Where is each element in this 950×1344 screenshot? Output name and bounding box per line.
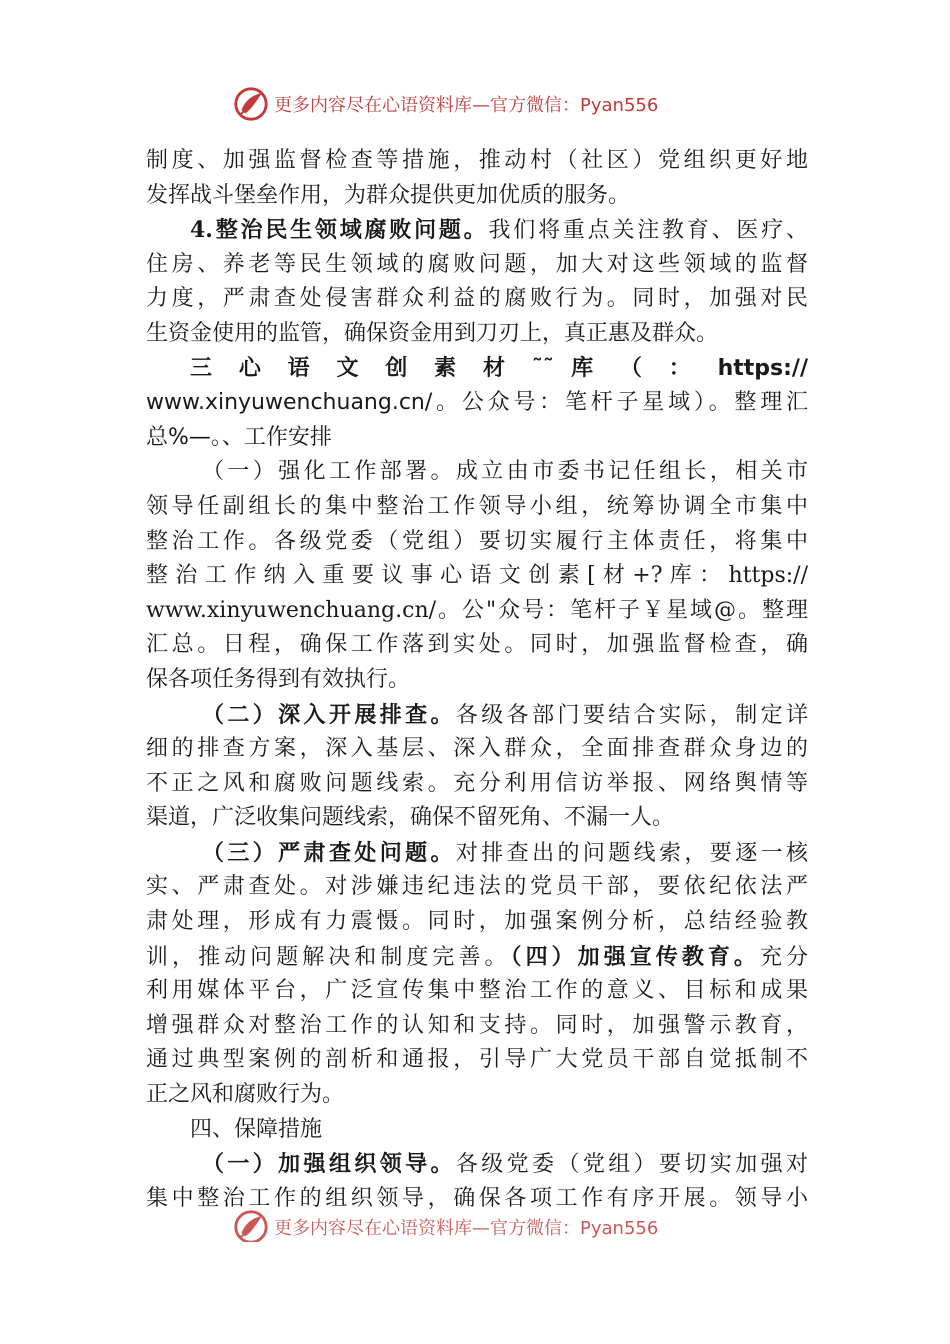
text-line (146, 870, 808, 905)
text-line (146, 386, 808, 421)
text-line (146, 144, 808, 179)
body-text: 领导任副组长的集中整治工作领导小组，统筹协调全市集中 (146, 493, 808, 519)
body-text: 各级各部门要结合实际，制定详 (455, 702, 808, 728)
body-text: 利用媒体平台，广泛宣传集中整治工作的意义、目标和成果 (146, 978, 808, 1004)
body-text: 渠道，广泛收集问题线索，确保不留死角、不漏一人。 (146, 805, 675, 831)
body-text: 整 治 工 作 纳 入 重 要 议 事 心 语 文 创 素 [ 材 +? 库 ： https:// (146, 563, 808, 589)
body-text: 细的排查方案，深入基层、深入群众，全面排查群众身边的 (146, 736, 808, 762)
text-line (146, 1113, 808, 1148)
text-line (146, 317, 808, 352)
body-text: 通过典型案例的剖析和通报，引导广大党员干部自觉抵制不 (146, 1047, 808, 1073)
text-line (146, 767, 808, 802)
text-line (146, 1078, 808, 1113)
text-line (146, 559, 808, 594)
body-text: 住房、养老等民生领域的腐败问题，加大对这些领域的监督 (146, 251, 808, 277)
logo-icon (232, 85, 270, 123)
bold-heading-text: （四）加强宣传教育。 (510, 943, 760, 970)
body-text: 力度，严肃查处侵害群众利益的腐败行为。同时，加强对民 (146, 286, 808, 312)
body-text: 总%—。、工作安排 (146, 424, 332, 450)
logo-icon (232, 1208, 270, 1242)
text-line (146, 455, 808, 490)
body-text: 汇总。日程，确保工作落到实处。同时，加强监督检查，确 (146, 632, 808, 658)
text-line (146, 732, 808, 767)
body-text: 制度、加强监督检查等措施，推动村（社区）党组织更好地 (146, 148, 808, 173)
body-text: 四、保障措施 (190, 1116, 323, 1142)
text-line (146, 698, 808, 733)
body-text: 训，推动问题解决和制度完善。 (146, 944, 511, 970)
body-text: 不正之风和腐败问题线索。充分利用信访举报、网络舆情等 (146, 770, 808, 796)
text-line (146, 940, 808, 975)
body-text: www.xinyuwenchuang.cn/。公众号：笔杆子星域）。整理汇 (146, 390, 808, 416)
text-line (146, 248, 808, 283)
body-text: 实、严肃查处。对涉嫌违纪违法的党员干部，要依纪依法严 (146, 874, 808, 900)
bold-heading-text: 三 心 语 文 创 素 材 ˜˜ 库 （ ： https:// (190, 355, 808, 381)
body-text: 对排查出的问题线索，要逐一核 (455, 840, 808, 866)
watermark-header (232, 84, 658, 124)
text-line (146, 663, 808, 698)
body-text: 整治工作。各级党委（党组）要切实履行主体责任，将集中 (146, 528, 808, 554)
bold-heading-text: （三）严肃查处问题。 (202, 839, 456, 866)
text-line (146, 1147, 808, 1182)
body-text: 增强群众对整治工作的认知和支持。同时，加强警示教育， (146, 1012, 808, 1038)
text-line (146, 1009, 808, 1044)
text-line (146, 801, 808, 836)
bold-heading-text: （一）加强组织领导。 (202, 1151, 456, 1178)
text-line (146, 213, 808, 248)
text-line (146, 594, 808, 629)
body-text: 各级党委（党组）要切实加强对 (455, 1152, 808, 1178)
watermark-footer (0, 1202, 950, 1242)
text-line (146, 1043, 808, 1078)
text-line (146, 628, 808, 663)
text-line (146, 352, 808, 387)
body-text: 充分 (759, 944, 808, 970)
text-line (146, 905, 808, 940)
watermark-footer-text: 更多内容尽在心语资料库—官方微信：Pyan556 (274, 1218, 659, 1239)
body-text: 肃处理，形成有力震慑。同时，加强案例分析，总结经验教 (146, 909, 808, 935)
body-text: （一）强化工作部署。成立由市委书记任组长，相关市 (202, 459, 808, 485)
body-text: 集中整治工作的组织领导，确保各项工作有序开展。领导小 (146, 1185, 808, 1211)
text-line (146, 525, 808, 560)
body-text: 正之风和腐败行为。 (146, 1082, 345, 1108)
text-line (146, 490, 808, 525)
text-line (146, 974, 808, 1009)
watermark-text: 更多内容尽在心语资料库—官方微信：Pyan556 (274, 95, 659, 116)
body-text: 保各项任务得到有效执行。 (146, 666, 411, 692)
document-body (146, 144, 808, 1216)
body-text: 生资金使用的监管，确保资金用到刀刃上，真正惠及群众。 (146, 320, 719, 346)
body-text: 我们将重点关注教育、医疗、 (488, 218, 808, 244)
text-line (146, 282, 808, 317)
body-text: www.xinyuwenchuang.cn/。公"众号：笔杆子￥星域@。整理 (146, 597, 808, 623)
bold-heading-text: （二）深入开展排查。 (202, 701, 456, 728)
text-line (146, 836, 808, 871)
text-line (146, 421, 808, 456)
bold-heading-text: 4.整治民生领域腐败问题。 (190, 217, 489, 244)
text-line (146, 179, 808, 214)
body-text: 发挥战斗堡垒作用，为群众提供更加优质的服务。 (146, 182, 631, 208)
